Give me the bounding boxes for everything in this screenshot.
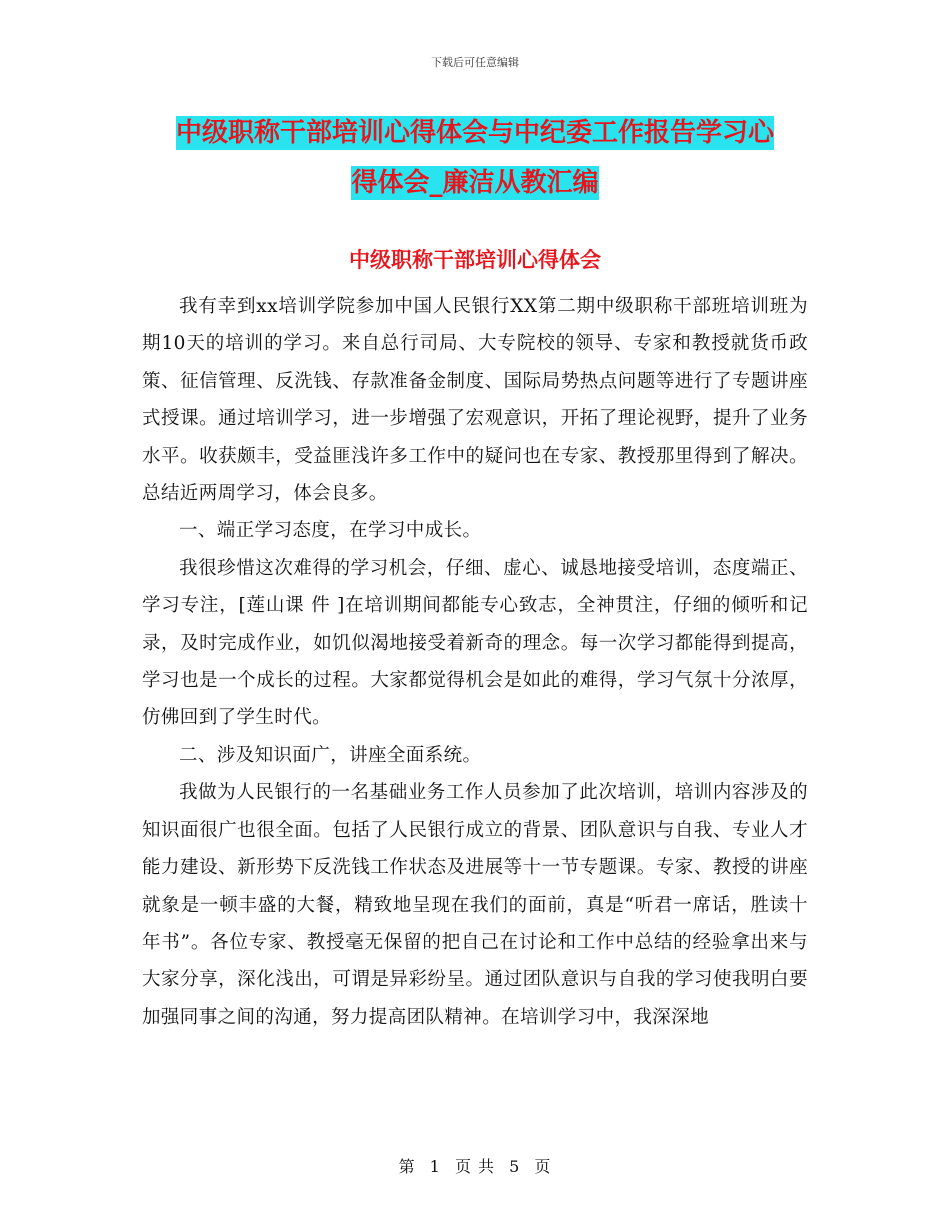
- page-header-note: 下载后可任意编辑: [431, 56, 519, 69]
- section-title: 中级职称干部培训心得体会: [349, 248, 601, 272]
- footer-prefix: 第: [398, 1157, 416, 1176]
- paragraph-intro: 我有幸到xx培训学院参加中国人民银行XX第二期中级职称干部班培训班为期10天的培训的学习。来自总行司局、大专院校的领导、专家和教授就货币政策、征信管理、反洗钱、存款准备金制度、国际局势热点问题等进行了专题讲座式授课。通过培训学习，进一步增强了宏观意识，开拓了理论视野，提升了业务水平。收获颇丰，受益匪浅许多工作中的疑问也在专家、教授那里得到了解决。总结近两周学习，体会良多。: [142, 296, 808, 505]
- footer-middle: 页 共: [454, 1157, 496, 1176]
- paragraph-point-1: 我很珍惜这次难得的学习机会，仔细、虚心、诚恳地接受培训，态度端正、学习专注，[莲山课 件 ]在培训期间都能专心致志，全神贯注，仔细的倾听和记录，及时完成作业，如饥似渴地接受着新奇的理念。每一次学习都能得到提高，学习也是一个成长的过程。大家都觉得机会是如此的难得，学习气氛十分浓厚，仿佛回到了学生时代。: [142, 557, 808, 729]
- page-footer: [0, 1154, 950, 1177]
- document-title: [140, 108, 810, 208]
- title-line-1: 中级职称干部培训心得体会与中纪委工作报告学习心: [175, 118, 774, 148]
- paragraph-point-2: 我做为人民银行的一名基础业务工作人员参加了此次培训，培训内容涉及的知识面很广也很全面。包括了人民银行成立的背景、团队意识与自我、专业人才能力建设、新形势下反洗钱工作状态及进展等十一节专题课。专家、教授的讲座就象是一顿丰盛的大餐，精致地呈现在我们的面前，真是“听君一席话，胜读十年书”。各位专家、教授毫无保留的把自己在讨论和工作中总结的经验拿出来与大家分享，深化浅出，可谓是异彩纷呈。通过团队意识与自我的学习使我明白要加强同事之间的沟通，努力提高团队精神。在培训学习中，我深深地: [142, 782, 808, 1028]
- title-line-2: 得体会_廉洁从教汇编: [351, 168, 599, 198]
- heading-point-2: 二、涉及知识面广，讲座全面系统。: [179, 744, 482, 766]
- footer-page-number: 1: [429, 1157, 441, 1176]
- footer-total-pages: 5: [509, 1157, 521, 1176]
- footer-suffix: 页: [534, 1157, 552, 1176]
- document-body: [142, 288, 808, 1036]
- heading-point-1: 一、端正学习态度，在学习中成长。: [179, 520, 482, 542]
